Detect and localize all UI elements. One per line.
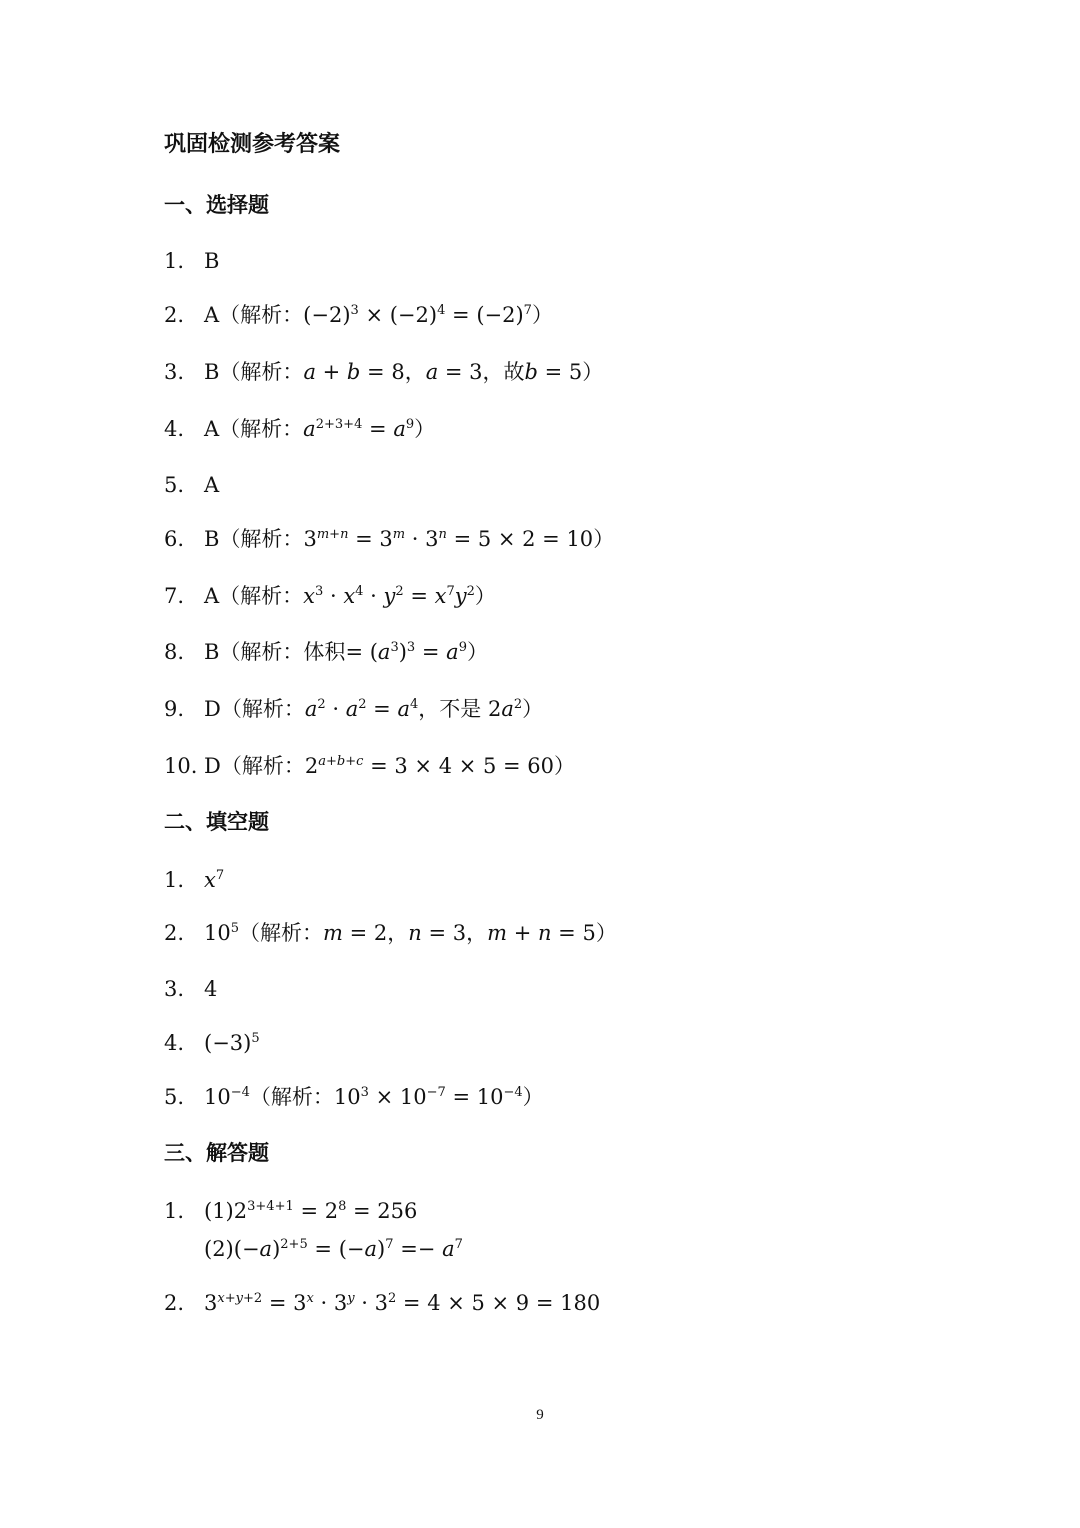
item-answer: D	[204, 754, 221, 778]
choice-item-7	[164, 586, 496, 607]
item-answer: D	[204, 697, 221, 721]
explanation-suffix: ）	[466, 640, 488, 664]
item-number: 5.	[164, 1085, 185, 1109]
explanation-prefix: （解析：	[219, 584, 304, 608]
formula: b = 5	[524, 360, 583, 384]
formula: $2a^2$	[487, 697, 523, 721]
item-number: 6.	[164, 527, 185, 551]
explanation-text: ，故	[482, 360, 525, 384]
explanation-text: ，	[466, 921, 488, 945]
formula: = $(a^3)^3 = a^9$	[345, 640, 467, 664]
item-number: 8.	[164, 640, 185, 664]
explanation-suffix: ）	[593, 527, 615, 551]
explanation-text: ，	[404, 360, 426, 384]
formula: m + n = 5	[487, 921, 596, 945]
formula: $3^{m+n} = 3^m \cdot 3^n = 5 \times 2 = 10$	[303, 527, 594, 551]
formula: m = 2	[323, 921, 388, 945]
item-answer: A	[204, 584, 220, 608]
formula: $(2)(-a)^{2+5} = (-a)^7 =- a^7$	[204, 1237, 463, 1261]
item-number: 2.	[164, 1291, 185, 1315]
item-answer: B	[204, 249, 220, 273]
item-answer: B	[204, 360, 220, 384]
fill-item-4	[164, 1033, 260, 1054]
solve-item-1-part-2	[204, 1239, 463, 1260]
formula: $a^2 \cdot a^2 = a^4$	[304, 697, 419, 721]
choice-item-5	[164, 475, 219, 496]
explanation-text: ，不是	[418, 697, 488, 721]
formula: $10^5$	[204, 921, 240, 945]
explanation-prefix: （解析：	[219, 527, 304, 551]
solve-item-1	[164, 1201, 417, 1222]
item-number: 3.	[164, 977, 185, 1001]
explanation-prefix: （解析：	[219, 417, 304, 441]
formula: $(-2)^3 \times (-2)^4 = (-2)^7$	[303, 303, 532, 327]
section-heading-solve: 三、解答题	[164, 1141, 269, 1165]
explanation-suffix: ）	[531, 303, 553, 327]
item-number: 1.	[164, 868, 185, 892]
item-answer: B	[204, 640, 220, 664]
explanation-prefix: （解析：	[220, 754, 305, 778]
fill-item-2	[164, 923, 617, 944]
explanation-text: ，	[387, 921, 409, 945]
section-heading-choice: 一、选择题	[164, 193, 269, 217]
formula: $10^{-4}$	[204, 1085, 250, 1109]
explanation-prefix: （解析：体积	[219, 640, 346, 664]
explanation-suffix: ）	[554, 754, 576, 778]
item-answer: B	[204, 527, 220, 551]
explanation-prefix: （解析：	[239, 921, 324, 945]
item-number: 9.	[164, 697, 185, 721]
explanation-suffix: ）	[522, 1085, 544, 1109]
explanation-suffix: ）	[522, 697, 544, 721]
explanation-prefix: （解析：	[220, 697, 305, 721]
fill-item-5	[164, 1087, 544, 1108]
explanation-suffix: ）	[474, 584, 496, 608]
choice-item-6	[164, 529, 614, 550]
item-number: 2.	[164, 303, 185, 327]
formula: $3^{x+y+2} = 3^x \cdot 3^y \cdot 3^2 = 4 \times 5 \times 9 = 180$	[204, 1291, 601, 1315]
explanation-suffix: ）	[582, 360, 604, 384]
formula: $10^3 \times 10^{-7} = 10^{-4}$	[333, 1085, 523, 1109]
solve-item-2	[164, 1293, 600, 1314]
page-title: 巩固检测参考答案	[164, 132, 341, 157]
explanation-suffix: ）	[595, 921, 617, 945]
formula: a = 3	[425, 360, 483, 384]
item-number: 10.	[164, 754, 198, 778]
item-answer: A	[204, 417, 220, 441]
choice-item-2	[164, 305, 553, 326]
item-number: 5.	[164, 473, 185, 497]
fill-item-1	[164, 870, 224, 891]
formula: $a^{2+3+4} = a^9$	[303, 417, 415, 441]
formula: $(-3)^5$	[204, 1031, 260, 1055]
section-heading-fill: 二、填空题	[164, 810, 269, 834]
formula: $x^7$	[204, 868, 225, 892]
explanation-prefix: （解析：	[219, 360, 304, 384]
choice-item-9	[164, 699, 543, 720]
item-number: 1.	[164, 1199, 185, 1223]
page-number: 9	[536, 1407, 544, 1423]
formula: a + b = 8	[303, 360, 405, 384]
item-answer: A	[204, 473, 220, 497]
explanation-suffix: ）	[414, 417, 436, 441]
item-number: 3.	[164, 360, 185, 384]
formula: $(1)2^{3+4+1} = 2^8 = 256$	[204, 1199, 418, 1223]
item-number: 1.	[164, 249, 185, 273]
explanation-prefix: （解析：	[249, 1085, 334, 1109]
choice-item-3	[164, 362, 603, 383]
choice-item-10	[164, 756, 575, 777]
item-number: 4.	[164, 1031, 185, 1055]
item-answer: 4	[204, 977, 218, 1001]
item-number: 4.	[164, 417, 185, 441]
choice-item-4	[164, 419, 435, 440]
formula: $x^3 \cdot x^4 \cdot y^2 = x^7y^2$	[303, 584, 475, 608]
explanation-prefix: （解析：	[219, 303, 304, 327]
choice-item-1	[164, 251, 219, 272]
fill-item-3	[164, 979, 217, 1000]
item-number: 7.	[164, 584, 185, 608]
formula: $2^{a+b+c} = 3 \times 4 \times 5 = 60$	[304, 754, 555, 778]
choice-item-8	[164, 642, 488, 663]
formula: n = 3	[408, 921, 467, 945]
item-number: 2.	[164, 921, 185, 945]
item-answer: A	[204, 303, 220, 327]
